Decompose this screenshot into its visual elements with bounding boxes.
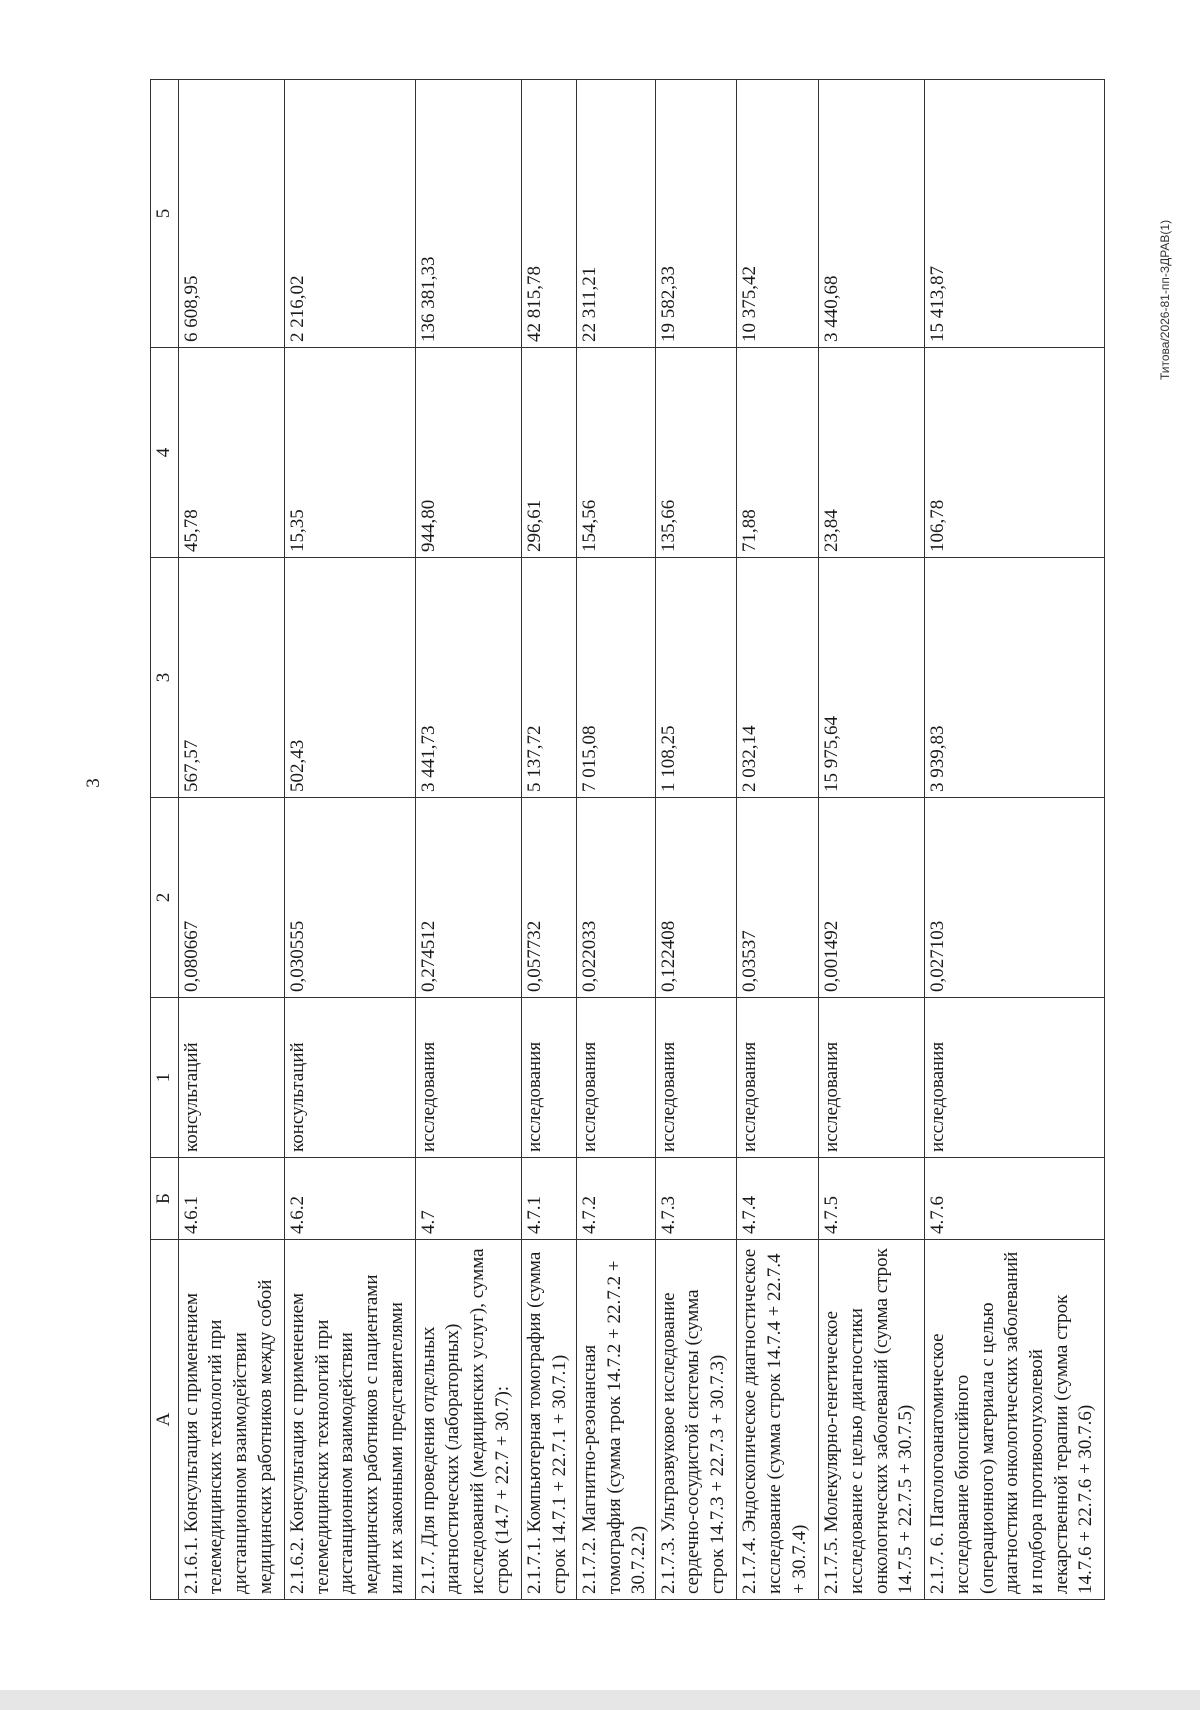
row-title: 2.1.7. 6. Патологоанатомическое исследование биопсийного (операционного) материала с целью диагностики онкологических заболеваний и подбора противоопухолевой лекарственной терапии (сумма строк 14.7.6 + 22.7.6 + 30.7.6) [925, 1240, 1105, 1600]
unit: исследования [577, 998, 656, 1158]
value-col-5: 22 311,21 [577, 80, 656, 348]
row-code: 4.6.2 [284, 1158, 415, 1240]
value-col-3: 7 015,08 [577, 558, 656, 798]
value-col-2: 0,274512 [415, 798, 521, 998]
rotated-table-frame [150, 80, 1105, 1600]
unit: исследования [925, 998, 1105, 1158]
value-col-5: 3 440,68 [819, 80, 925, 348]
value-col-3: 2 032,14 [737, 558, 819, 798]
table-row [655, 80, 737, 1600]
row-code: 4.7.5 [819, 1158, 925, 1240]
unit: исследования [655, 998, 737, 1158]
unit: исследования [737, 998, 819, 1158]
value-col-2: 0,030555 [284, 798, 415, 998]
tariff-table [150, 79, 1105, 1600]
value-col-2: 0,080667 [178, 798, 284, 998]
value-col-2: 0,001492 [819, 798, 925, 998]
table-row [737, 80, 819, 1600]
unit: исследования [415, 998, 521, 1158]
col-header-b: Б [151, 1158, 179, 1240]
col-header-5: 5 [151, 80, 179, 348]
value-col-5: 6 608,95 [178, 80, 284, 348]
value-col-2: 0,027103 [925, 798, 1105, 998]
unit: консультаций [178, 998, 284, 1158]
row-code: 4.7.3 [655, 1158, 737, 1240]
table-row [925, 80, 1105, 1600]
col-header-a: А [151, 1240, 179, 1600]
value-col-3: 567,57 [178, 558, 284, 798]
row-code: 4.7.4 [737, 1158, 819, 1240]
value-col-3: 5 137,72 [521, 558, 576, 798]
table-row [577, 80, 656, 1600]
value-col-3: 3 939,83 [925, 558, 1105, 798]
value-col-5: 2 216,02 [284, 80, 415, 348]
value-col-2: 0,122408 [655, 798, 737, 998]
value-col-5: 15 413,87 [925, 80, 1105, 348]
row-title: 2.1.6.1. Консультация с применением телемедицинских технологий при дистанционном взаимодействии медицинских работников между собой [178, 1240, 284, 1600]
value-col-2: 0,03537 [737, 798, 819, 998]
table-row [521, 80, 576, 1600]
value-col-5: 10 375,42 [737, 80, 819, 348]
page-number: 3 [83, 778, 104, 788]
row-code: 4.7 [415, 1158, 521, 1240]
row-title: 2.1.7. Для проведения отдельных диагностических (лабораторных) исследований (медицинских услуг), сумма строк (14.7 + 22.7 + 30.7): [415, 1240, 521, 1600]
value-col-3: 3 441,73 [415, 558, 521, 798]
row-code: 4.7.2 [577, 1158, 656, 1240]
row-title: 2.1.6.2. Консультация с применением телемедицинских технологий при дистанционном взаимодействии медицинских работников с пациентами или их законными представителями [284, 1240, 415, 1600]
row-title: 2.1.7.2. Магнитно-резонансная томография (сумма трок 14.7.2 + 22.7.2 + 30.7.2.2) [577, 1240, 656, 1600]
table-row [178, 80, 284, 1600]
value-col-4: 23,84 [819, 348, 925, 558]
col-header-4: 4 [151, 348, 179, 558]
value-col-3: 502,43 [284, 558, 415, 798]
row-title: 2.1.7.1. Компьютерная томография (сумма строк 14.7.1 + 22.7.1 + 30.7.1) [521, 1240, 576, 1600]
row-code: 4.6.1 [178, 1158, 284, 1240]
unit: исследования [819, 998, 925, 1158]
value-col-4: 15,35 [284, 348, 415, 558]
value-col-4: 944,80 [415, 348, 521, 558]
unit: исследования [521, 998, 576, 1158]
value-col-5: 19 582,33 [655, 80, 737, 348]
row-title: 2.1.7.4. Эндоскопическое диагностическое исследование (сумма строк 14.7.4 + 22.7.4 + 30.7.4) [737, 1240, 819, 1600]
col-header-1: 1 [151, 998, 179, 1158]
value-col-4: 135,66 [655, 348, 737, 558]
value-col-4: 296,61 [521, 348, 576, 558]
document-code: Титова/2026-81-пп-ЗДРАВ(1) [1158, 219, 1172, 380]
header-row [151, 80, 179, 1600]
value-col-3: 15 975,64 [819, 558, 925, 798]
row-code: 4.7.1 [521, 1158, 576, 1240]
col-header-3: 3 [151, 558, 179, 798]
value-col-4: 154,56 [577, 348, 656, 558]
value-col-4: 71,88 [737, 348, 819, 558]
value-col-4: 45,78 [178, 348, 284, 558]
value-col-2: 0,057732 [521, 798, 576, 998]
value-col-2: 0,022033 [577, 798, 656, 998]
row-title: 2.1.7.5. Молекулярно-генетическое исследование с целью диагностики онкологических заболеваний (сумма строк 14.7.5 + 22.7.5 + 30.7.5) [819, 1240, 925, 1600]
value-col-5: 136 381,33 [415, 80, 521, 348]
col-header-2: 2 [151, 798, 179, 998]
row-code: 4.7.6 [925, 1158, 1105, 1240]
table-row [415, 80, 521, 1600]
table-row [819, 80, 925, 1600]
value-col-4: 106,78 [925, 348, 1105, 558]
scan-bottom-edge [0, 1690, 1200, 1710]
unit: консультаций [284, 998, 415, 1158]
value-col-5: 42 815,78 [521, 80, 576, 348]
value-col-3: 1 108,25 [655, 558, 737, 798]
table-row [284, 80, 415, 1600]
row-title: 2.1.7.3. Ультразвуковое исследование сердечно-сосудистой системы (сумма строк 14.7.3 + 22.7.3 + 30.7.3) [655, 1240, 737, 1600]
